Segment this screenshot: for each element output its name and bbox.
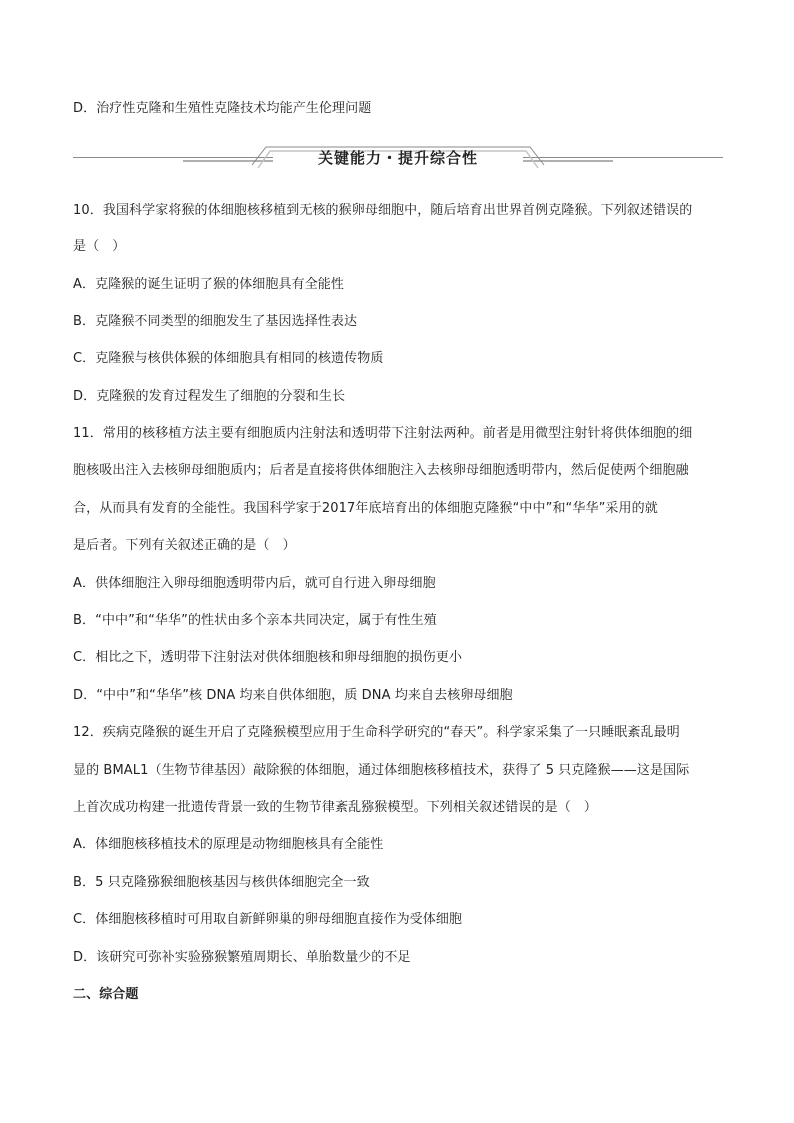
q11-stem-line-2: 胞核吸出注入去核卵母细胞质内；后者是直接将供体细胞注入去核卵母细胞透明带内，然后促使两个细胞融 <box>73 463 689 478</box>
q12-option-c: C．体细胞核移植时可用取自新鲜卵巢的卵母细胞直接作为受体细胞 <box>73 912 463 927</box>
q11-stem-line-1: 11．常用的核移植方法主要有细胞质内注射法和透明带下注射法两种。前者是用微型注射针将供体细胞的细 <box>73 426 693 441</box>
q11-stem-line-3: 合，从而具有发育的全能性。我国科学家于2017年底培育出的体细胞克隆猴“中中”和“华华”采用的就 <box>73 501 658 516</box>
q12-option-b: B．5 只克隆猕猴细胞核基因与核供体细胞完全一致 <box>73 875 370 890</box>
q10-stem-line-1: 10．我国科学家将猴的体细胞核移植到无核的猴卵母细胞中，随后培育出世界首例克隆猴。下列叙述错误的 <box>73 203 693 218</box>
q10-option-d: D．克隆猴的发育过程发生了细胞的分裂和生长 <box>73 389 346 404</box>
section-banner-title: 关键能力・提升综合性 <box>317 149 478 167</box>
q12-option-d: D．该研究可弥补实验猕猴繁殖周期长、单胎数量少的不足 <box>73 950 411 965</box>
section-two-title: 二、综合题 <box>73 987 139 1002</box>
q10-option-c: C．克隆猴与核供体猴的体细胞具有相同的核遗传物质 <box>73 351 384 366</box>
previous-question-option-d: D．治疗性克隆和生殖性克隆技术均能产生伦理问题 <box>73 101 372 116</box>
section-banner <box>73 143 723 173</box>
q12-stem-line-3: 上首次成功构建一批遗传背景一致的生物节律紊乱猕猴模型。下列相关叙述错误的是（ ） <box>73 800 598 815</box>
banner-rule-left <box>73 157 273 158</box>
banner-tab <box>248 143 548 171</box>
q12-option-a: A．体细胞核移植技术的原理是动物细胞核具有全能性 <box>73 837 384 852</box>
q11-stem-line-4: 是后者。下列有关叙述正确的是（ ） <box>73 538 296 553</box>
q12-stem-line-1: 12．疾病克隆猴的诞生开启了克隆猴模型应用于生命科学研究的“春天”。科学家采集了一只睡眠紊乱最明 <box>73 725 680 740</box>
q10-option-a: A．克隆猴的诞生证明了猴的体细胞具有全能性 <box>73 277 344 292</box>
q12-stem-line-2: 显的 BMAL1（生物节律基因）敲除猴的体细胞，通过体细胞核移植技术，获得了 5 只克隆猴——这是国际 <box>73 763 690 778</box>
q11-option-c: C．相比之下，透明带下注射法对供体细胞核和卵母细胞的损伤更小 <box>73 650 463 665</box>
q10-stem-line-2: 是（ ） <box>73 239 126 254</box>
banner-rule-right <box>523 157 723 158</box>
q10-option-b: B．克隆猴不同类型的细胞发生了基因选择性表达 <box>73 314 358 329</box>
q11-option-d: D．“中中”和“华华”核 DNA 均来自供体细胞，质 DNA 均来自去核卵母细胞 <box>73 688 513 703</box>
q11-option-b: B．“中中”和“华华”的性状由多个亲本共同决定，属于有性生殖 <box>73 613 437 628</box>
q11-option-a: A．供体细胞注入卵母细胞透明带内后，就可自行进入卵母细胞 <box>73 576 436 591</box>
